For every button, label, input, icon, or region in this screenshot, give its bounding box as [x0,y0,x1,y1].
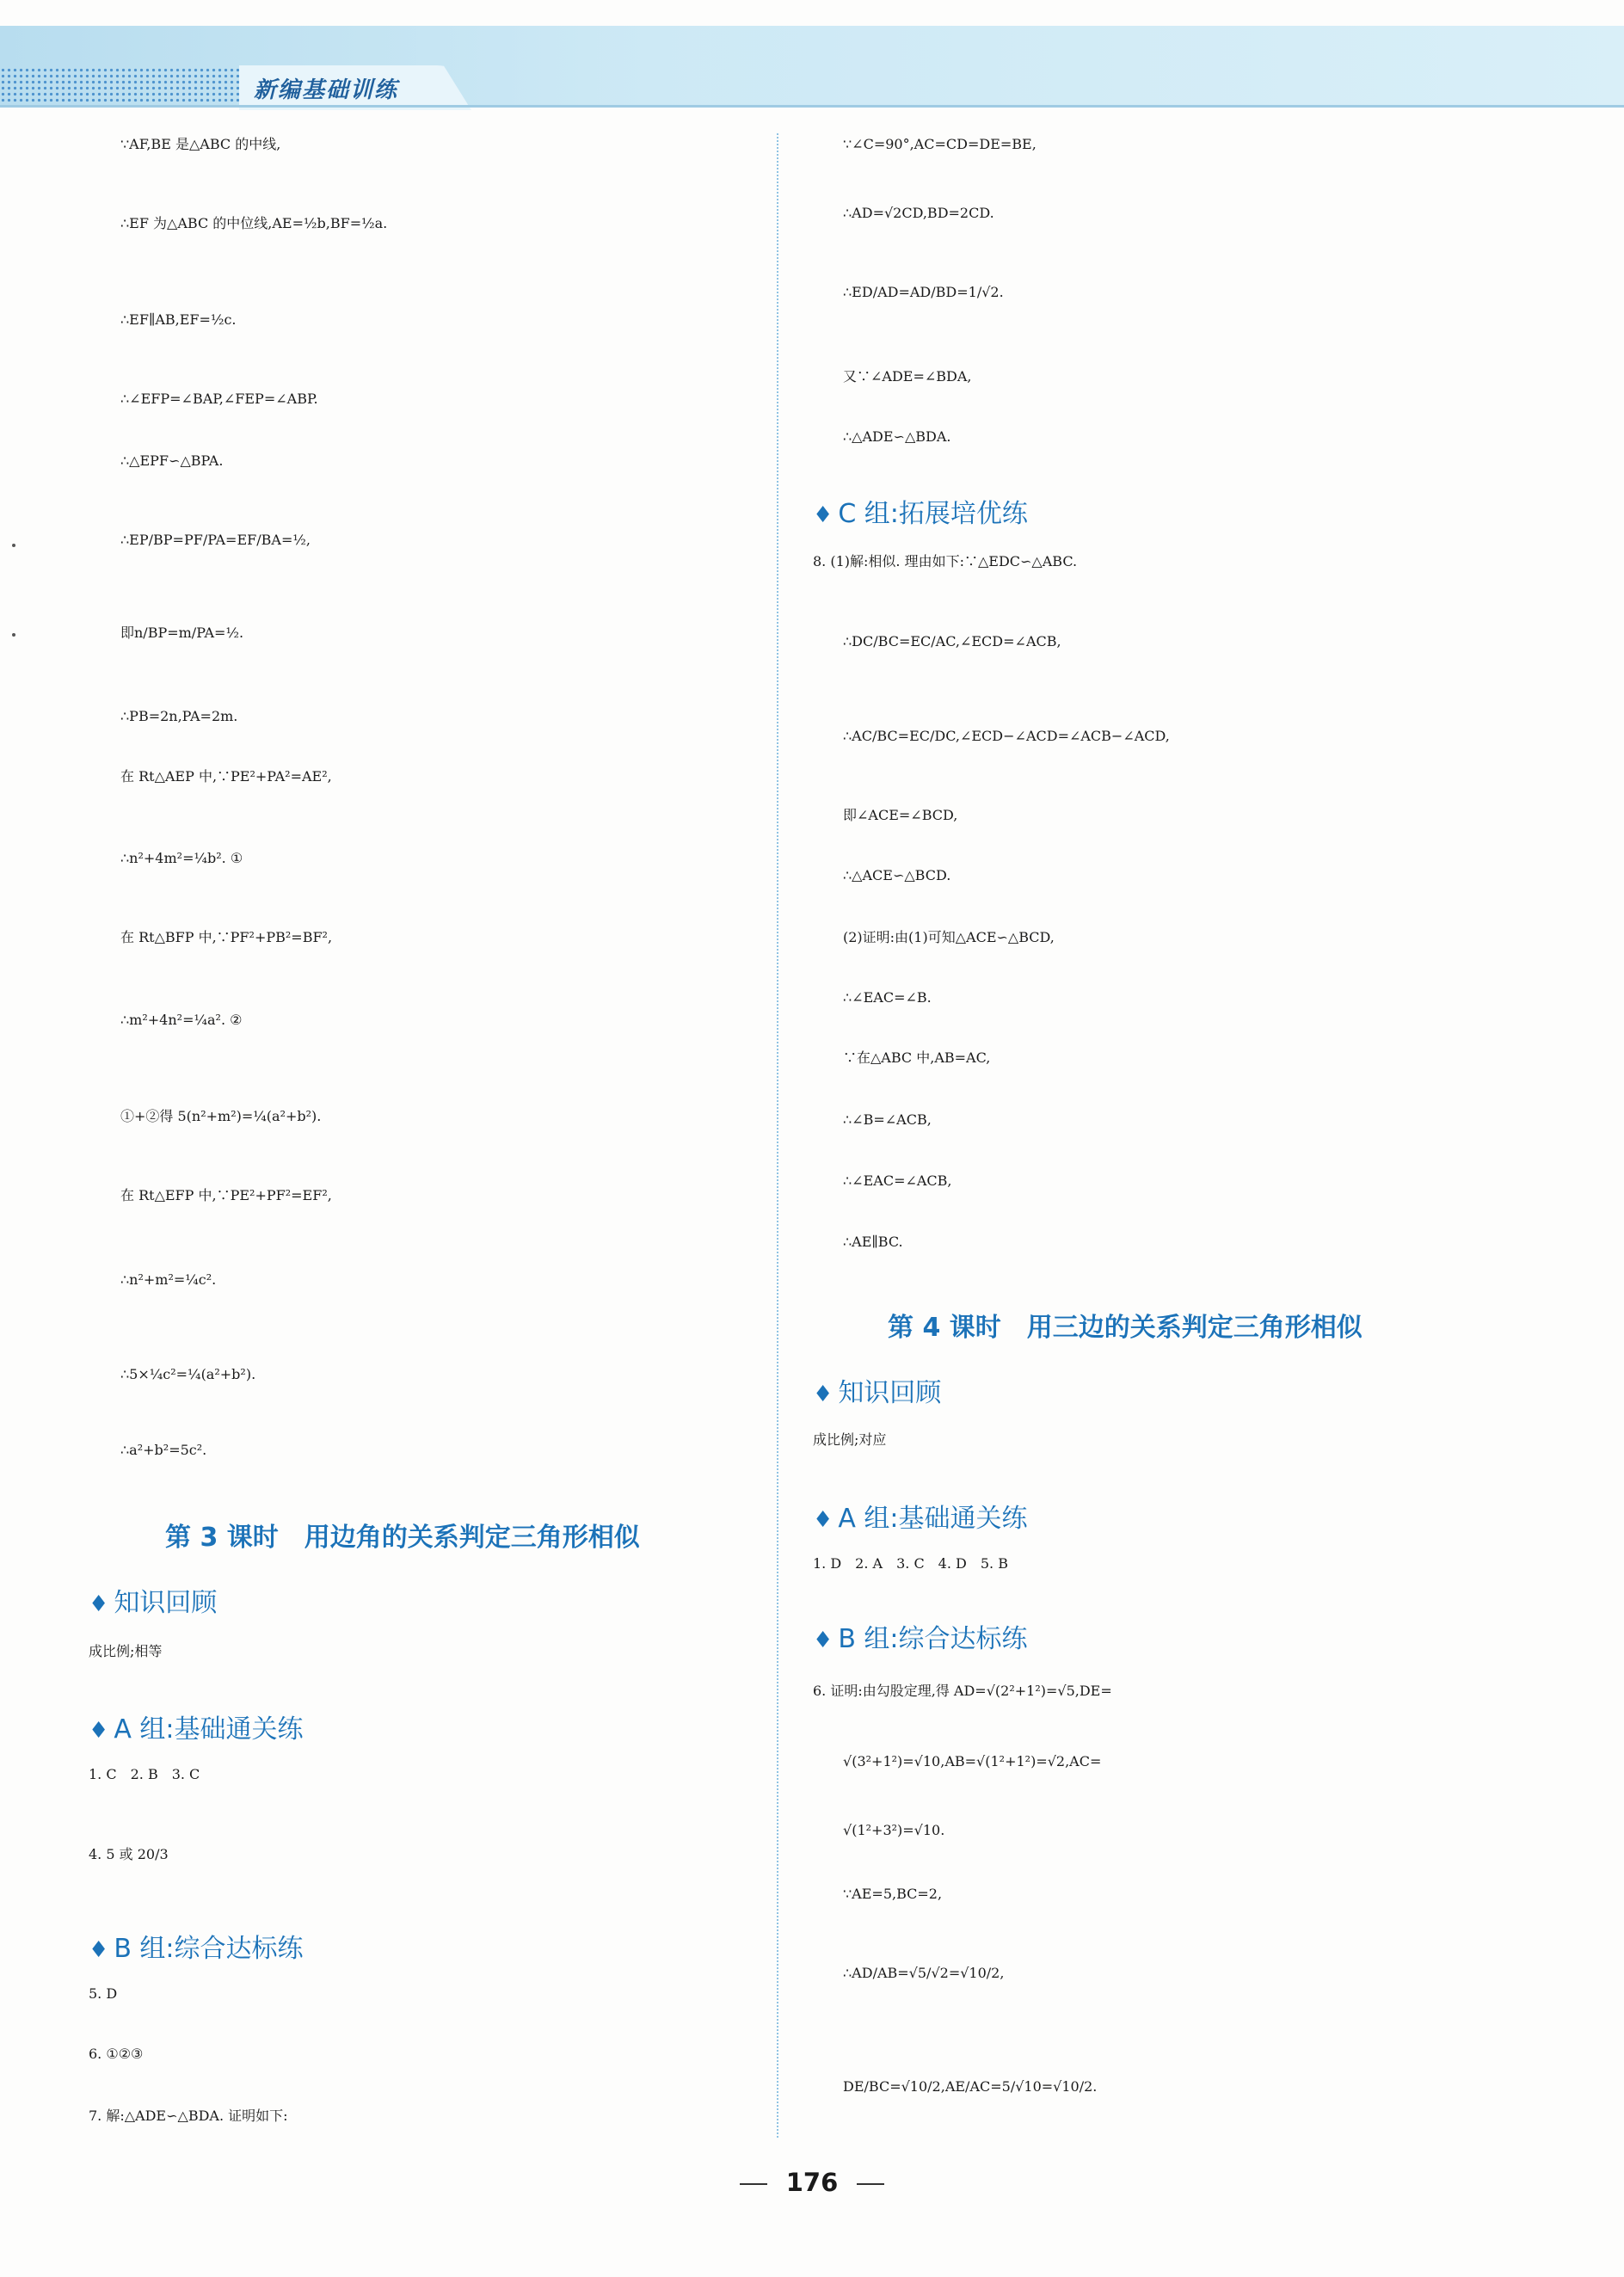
q8-line: 即∠ACE=∠BCD, [843,807,958,823]
q8-line: ∴△ACE∽△BCD. [843,867,951,883]
q8-line: ∴∠EAC=∠ACB, [843,1172,952,1189]
diamond-icon: ♦ [813,1628,834,1653]
solution-line: 又∵∠ADE=∠BDA, [843,368,972,385]
page-number: 176 [785,2168,839,2197]
q8-line: ∴AE∥BC. [843,1234,903,1250]
q8-line: ∴∠B=∠ACB, [843,1111,932,1128]
q6-line: ∵AE=5,BC=2, [843,1886,943,1902]
answer-6: 6. ①②③ [89,2046,144,2062]
solution-line: ∴n²+m²=¼c². [120,1271,217,1288]
group-a-heading: ♦ A 组:基础通关练 [89,1714,304,1745]
solution-line: ∴n²+4m²=¼b². ① [120,850,243,866]
group-c-heading: ♦ C 组:拓展培优练 [813,499,1028,529]
answer-7: 7. 解:△ADE∽△BDA. 证明如下: [89,2108,288,2124]
lesson-3-title: 第 3 课时 用边角的关系判定三角形相似 [165,1523,640,1553]
group-a-answers: 1. C 2. B 3. C [89,1766,200,1782]
solution-line: ∴∠EFP=∠BAP,∠FEP=∠ABP. [120,391,318,407]
solution-line: ∴AD=√2CD,BD=2CD. [843,205,994,221]
book-title: 新编基础训练 [254,77,399,103]
q8-line: ∴AC/BC=EC/DC,∠ECD−∠ACD=∠ACB−∠ACD, [843,728,1170,744]
solution-line: ∴a²+b²=5c². [120,1442,207,1458]
column-divider [777,133,778,2138]
knowledge-review-heading: ♦ 知识回顾 [813,1378,942,1408]
knowledge-review-heading: ♦ 知识回顾 [89,1588,218,1618]
q6-line: ∴AD/AB=√5/√2=√10/2, [843,1965,1005,1981]
solution-line: ∴EF∥AB,EF=½c. [120,311,237,328]
q8-line: ∴DC/BC=EC/AC,∠ECD=∠ACB, [843,633,1061,649]
diamond-icon: ♦ [89,1937,109,1963]
lesson-4-title: 第 4 课时 用三边的关系判定三角形相似 [888,1313,1363,1343]
solution-line: ①+②得 5(n²+m²)=¼(a²+b²). [120,1108,322,1124]
q8-line: ∵在△ABC 中,AB=AC, [843,1049,991,1066]
q8-line: 8. (1)解:相似. 理由如下:∵△EDC∽△ABC. [813,553,1078,569]
solution-line: 在 Rt△AEP 中,∵PE²+PA²=AE², [120,768,332,785]
answer-4: 4. 5 或 20/3 [89,1846,169,1862]
solution-line: ∴5×¼c²=¼(a²+b²). [120,1366,256,1382]
q8-line: ∴∠EAC=∠B. [843,989,932,1006]
answer-5: 5. D [89,1985,118,2002]
margin-mark [12,544,15,547]
solution-line: ∴m²+4n²=¼a². ② [120,1012,243,1028]
solution-line: ∵AF,BE 是△ABC 的中线, [120,136,281,152]
diamond-icon: ♦ [813,502,834,528]
diamond-icon: ♦ [89,1718,109,1744]
footer-dash [740,2183,767,2185]
solution-line: ∴EP/BP=PF/PA=EF/BA=½, [120,532,311,548]
solution-line: ∴EF 为△ABC 的中位线,AE=½b,BF=½a. [120,215,388,231]
solution-line: ∴ED/AD=AD/BD=1/√2. [843,284,1004,300]
q8-line: (2)证明:由(1)可知△ACE∽△BCD, [843,929,1055,945]
q6-line: 6. 证明:由勾股定理,得 AD=√(2²+1²)=√5,DE= [813,1683,1112,1699]
review-answer: 成比例;对应 [813,1431,887,1448]
group-a-answers: 1. D 2. A 3. C 4. D 5. B [813,1555,1008,1572]
footer-dash [857,2183,884,2185]
solution-line: 在 Rt△BFP 中,∵PF²+PB²=BF², [120,929,333,945]
group-b-heading: ♦ B 组:综合达标练 [813,1624,1028,1654]
margin-mark [12,633,15,637]
header-underline [0,105,1624,108]
q6-line: DE/BC=√10/2,AE/AC=5/√10=√10/2. [843,2078,1098,2095]
diamond-icon: ♦ [813,1382,834,1407]
solution-line: 即n/BP=m/PA=½. [120,625,244,641]
q6-line: √(3²+1²)=√10,AB=√(1²+1²)=√2,AC= [843,1753,1102,1769]
group-a-heading: ♦ A 组:基础通关练 [813,1504,1028,1534]
solution-line: ∴△EPF∽△BPA. [120,452,224,469]
diamond-icon: ♦ [813,1507,834,1533]
solution-line: ∴PB=2n,PA=2m. [120,708,238,724]
solution-line: ∴△ADE∽△BDA. [843,428,951,445]
group-b-heading: ♦ B 组:综合达标练 [89,1934,304,1964]
page-footer [0,2168,1624,2197]
diamond-icon: ♦ [89,1591,109,1617]
solution-line: ∵∠C=90°,AC=CD=DE=BE, [843,136,1037,152]
header-dot-pattern [0,67,245,103]
q6-line: √(1²+3²)=√10. [843,1822,945,1838]
solution-line: 在 Rt△EFP 中,∵PE²+PF²=EF², [120,1187,332,1203]
review-answer: 成比例;相等 [89,1643,163,1659]
